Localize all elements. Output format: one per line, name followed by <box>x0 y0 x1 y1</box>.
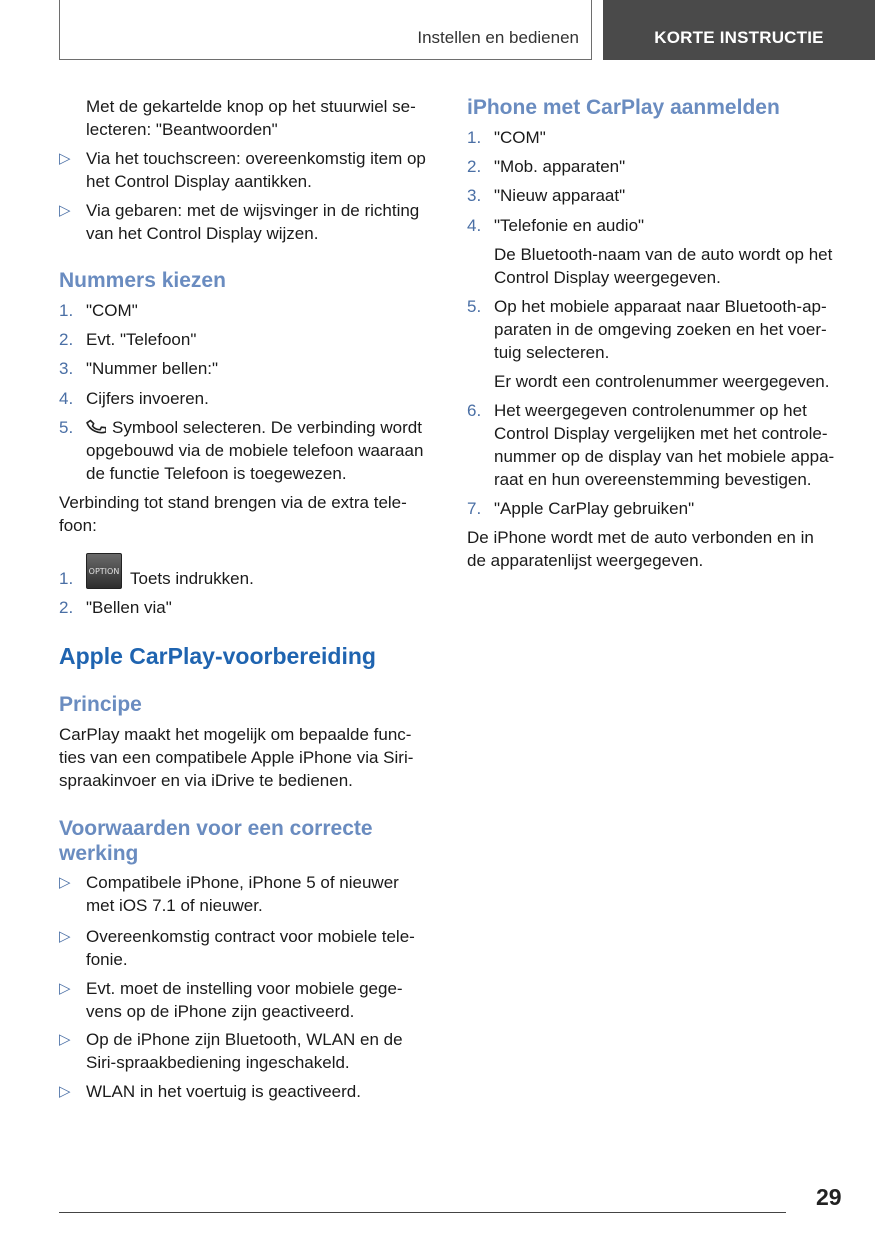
step-number: 5. <box>59 418 74 437</box>
triangle-bullet-icon: ▷ <box>59 202 71 219</box>
text-line: opgebouwd via de mobiele telefoon waaraan <box>86 441 424 460</box>
page-number: 29 <box>816 1184 842 1210</box>
text-line: fonie. <box>86 950 128 969</box>
text-line: WLAN in het voertuig is geactiveerd. <box>86 1082 361 1101</box>
option-button-icon: OPTION <box>86 553 122 589</box>
step-text: Evt. "Telefoon" <box>86 330 197 349</box>
text-line: Compatibele iPhone, iPhone 5 of nieuwer <box>86 873 399 892</box>
text-line: nummer op de display van het mobiele appa- <box>494 447 835 466</box>
footer-divider <box>59 1212 786 1213</box>
triangle-bullet-icon: ▷ <box>59 928 71 945</box>
text-line: Er wordt een controlenummer weergegeven. <box>494 372 830 391</box>
list-item <box>467 184 852 207</box>
list-item <box>59 357 444 380</box>
heading-nummers-kiezen: Nummers kiezen <box>59 269 226 292</box>
step-text: "Apple CarPlay gebruiken" <box>494 499 695 518</box>
text-line: Op het mobiele apparaat naar Bluetooth-ap- <box>494 297 827 316</box>
step-text: "Nieuw apparaat" <box>494 186 626 205</box>
step-number: 4. <box>467 216 482 235</box>
text-line: Siri-spraakbediening ingeschakeld. <box>86 1053 350 1072</box>
step-text: Toets indrukken. <box>130 569 254 588</box>
heading-principe: Principe <box>59 693 142 716</box>
list-item <box>59 328 444 351</box>
step-number: 1. <box>467 128 482 147</box>
principe-paragraph <box>59 723 444 792</box>
text-line: Control Display vergelijken met het controle- <box>494 424 828 443</box>
triangle-bullet-icon: ▷ <box>59 874 71 891</box>
text-line: de functie Telefoon is toegewezen. <box>86 464 347 483</box>
text-line: tuig selecteren. <box>494 343 610 362</box>
step-text: "Bellen via" <box>86 598 172 617</box>
text-line: foon: <box>59 516 97 535</box>
chapter-tab-label: KORTE INSTRUCTIE <box>654 28 824 47</box>
step-text: "Telefonie en audio" <box>494 216 645 235</box>
text-line: Overeenkomstig contract voor mobiele tele- <box>86 927 415 946</box>
text-line: werking <box>59 842 139 865</box>
heading-voorwaarden <box>59 816 444 866</box>
text-line: Voorwaarden voor een correcte <box>59 817 373 840</box>
list-item <box>467 214 852 237</box>
triangle-bullet-icon: ▷ <box>59 1031 71 1048</box>
list-item <box>59 387 444 410</box>
outro-paragraph <box>467 526 852 572</box>
step5-note <box>467 370 852 393</box>
text-line: de apparatenlijst weergegeven. <box>467 551 704 570</box>
step4-note <box>467 243 852 289</box>
text-line: CarPlay maakt het mogelijk om bepaalde func- <box>59 725 412 744</box>
list-item <box>59 596 444 619</box>
triangle-bullet-icon: ▷ <box>59 150 71 167</box>
text-line: vens op de iPhone zijn geactiveerd. <box>86 1002 355 1021</box>
bullet-item <box>59 199 444 245</box>
section-title: Instellen en bedienen <box>417 28 579 47</box>
list-item <box>59 299 444 322</box>
step-number: 7. <box>467 499 482 518</box>
step-number: 1. <box>59 569 74 588</box>
triangle-bullet-icon: ▷ <box>59 980 71 997</box>
header-frame <box>59 0 592 60</box>
text-line: Symbool selecteren. De verbinding wordt <box>112 418 422 437</box>
text-line: Evt. moet de instelling voor mobiele gege- <box>86 979 403 998</box>
step-number: 5. <box>467 297 482 316</box>
step-number: 3. <box>467 186 482 205</box>
text-line: raat en hun overeenstemming bevestigen. <box>494 470 812 489</box>
bullet-item <box>59 871 444 917</box>
step-text: "COM" <box>494 128 546 147</box>
bullet-item <box>59 1080 444 1103</box>
step-number: 6. <box>467 401 482 420</box>
step-number: 2. <box>59 598 74 617</box>
step-number: 1. <box>59 301 74 320</box>
bullet-item <box>59 925 444 971</box>
text-line: ties van een compatibele Apple iPhone via Siri- <box>59 748 414 767</box>
list-item <box>467 295 852 364</box>
list-item <box>467 155 852 178</box>
intro-paragraph <box>59 95 444 141</box>
phone-handset-icon <box>86 418 106 436</box>
text-line: paraten in de omgeving zoeken en het voer- <box>494 320 827 339</box>
text-line: De Bluetooth-naam van de auto wordt op het <box>494 245 833 264</box>
chapter-tab <box>603 0 875 60</box>
text-line: Via gebaren: met de wijsvinger in de richting <box>86 201 420 220</box>
step-text: "Nummer bellen:" <box>86 359 219 378</box>
list-item <box>467 126 852 149</box>
bullet-item <box>59 977 444 1023</box>
step-number: 2. <box>467 157 482 176</box>
extra-phone-paragraph <box>59 491 444 537</box>
text-line: Verbinding tot stand brengen via de extra tele- <box>59 493 407 512</box>
step-text: Cijfers invoeren. <box>86 389 209 408</box>
text-line: Met de gekartelde knop op het stuurwiel se- <box>86 97 416 116</box>
bullet-item <box>59 1028 444 1074</box>
heading-apple-carplay: Apple CarPlay-voorbereiding <box>59 643 376 669</box>
step-text: "Mob. apparaten" <box>494 157 626 176</box>
text-line: Het weergegeven controlenummer op het <box>494 401 807 420</box>
list-item <box>467 497 852 520</box>
step-text: "COM" <box>86 301 138 320</box>
step-number: 4. <box>59 389 74 408</box>
triangle-bullet-icon: ▷ <box>59 1083 71 1100</box>
text-line: met iOS 7.1 of nieuwer. <box>86 896 263 915</box>
heading-iphone-carplay: iPhone met CarPlay aanmelden <box>467 96 780 119</box>
list-item <box>59 416 444 485</box>
list-item <box>467 399 852 491</box>
text-line: spraakinvoer en via iDrive te bedienen. <box>59 771 353 790</box>
step-number: 2. <box>59 330 74 349</box>
text-line: lecteren: "Beantwoorden" <box>86 120 278 139</box>
text-line: De iPhone wordt met de auto verbonden en in <box>467 528 814 547</box>
text-line: het Control Display aantikken. <box>86 172 312 191</box>
text-line: Via het touchscreen: overeenkomstig item op <box>86 149 426 168</box>
text-line: van het Control Display wijzen. <box>86 224 319 243</box>
step-number: 3. <box>59 359 74 378</box>
bullet-item <box>59 147 444 193</box>
text-line: Control Display weergegeven. <box>494 268 721 287</box>
text-line: Op de iPhone zijn Bluetooth, WLAN en de <box>86 1030 403 1049</box>
